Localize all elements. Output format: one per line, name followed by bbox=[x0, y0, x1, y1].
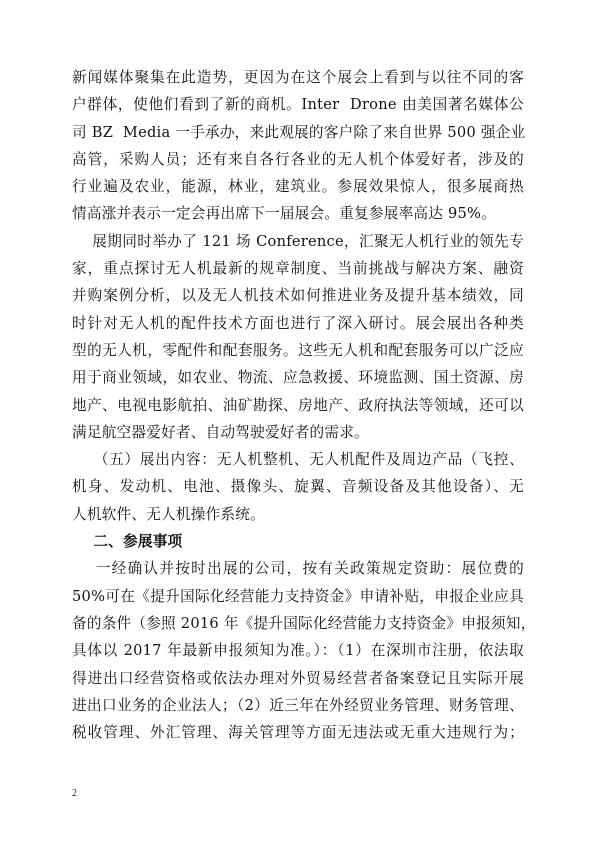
text-line: 一经确认并按时出展的公司，按有关政策规定资助：展位费的 bbox=[72, 560, 524, 578]
text-line: 展期同时举办了 121 场 Conference，汇聚无人机行业的领先专 bbox=[72, 232, 524, 250]
text-line: 满足航空器爱好者、自动驾驶爱好者的需求。 bbox=[72, 423, 369, 441]
text-line: 50%可在《提升国际化经营能力支持资金》申请补贴，申报企业应具 bbox=[72, 587, 524, 605]
text-line: （五）展出内容：无人机整机、无人机配件及周边产品（飞控、 bbox=[72, 451, 524, 469]
text-line: 情高涨并表示一定会再出席下一届展会。重复参展率高达 95%。 bbox=[72, 205, 497, 223]
section-heading: 二、参展事项 bbox=[72, 533, 183, 551]
paragraph-conference bbox=[72, 228, 524, 446]
section-heading-participation bbox=[72, 528, 524, 555]
paragraph-subsidy-conditions bbox=[72, 555, 536, 746]
text-line: 行业遍及农业，能源，林业，建筑业。参展效果惊人，很多展商热 bbox=[72, 178, 524, 196]
text-line: 机身、发动机、电池、摄像头、旋翼、音频设备及其他设备）、无 bbox=[72, 478, 524, 496]
text-line: 税收管理、外汇管理、海关管理等方面无违法或无重大违规行为； bbox=[72, 724, 524, 742]
text-line: 人机软件、无人机操作系统。 bbox=[72, 505, 265, 523]
text-line: 家，重点探讨无人机最新的规章制度、当前挑战与解决方案、融资 bbox=[72, 260, 524, 278]
paragraph-exhibition-audience bbox=[72, 64, 524, 228]
text-line: 进出口业务的企业法人；（2）近三年在外经贸业务管理、财务管理、 bbox=[72, 696, 524, 714]
page-number: 2 bbox=[72, 788, 77, 799]
text-line: 司 BZ Media 一手承办，来此观展的客户除了来自世界 500 强企业 bbox=[72, 123, 526, 141]
text-line: 新闻媒体聚集在此造势，更因为在这个展会上看到与以往不同的客 bbox=[72, 69, 524, 86]
text-line: 备的条件（参照 2016 年《提升国际化经营能力支持资金》申报须知， bbox=[72, 614, 536, 632]
text-line: 型的无人机，零配件和配套服务。这些无人机和配套服务可以广泛应 bbox=[72, 341, 524, 359]
text-line: 并购案例分析，以及无人机技术如何推进业务及提升基本绩效，同 bbox=[72, 287, 524, 305]
text-line: 户群体，使他们看到了新的商机。Inter Drone 由美国著名媒体公 bbox=[72, 96, 524, 114]
text-line: 地产、电视电影航拍、油矿勘探、房地产、政府执法等领域，还可以 bbox=[72, 396, 524, 414]
text-line: 时针对无人机的配件技术方面也进行了深入研讨。展会展出各种类 bbox=[72, 314, 524, 332]
text-line: 得进出口经营资格或依法办理对外贸易经营者备案登记且实际开展 bbox=[72, 669, 524, 687]
text-line: 具体以 2017 年最新申报须知为准。）：（1）在深圳市注册，依法取 bbox=[72, 642, 524, 660]
document-page bbox=[72, 64, 536, 746]
paragraph-exhibit-content bbox=[72, 446, 524, 528]
text-line: 用于商业领域，如农业、物流、应急救援、环境监测、国土资源、房 bbox=[72, 369, 524, 387]
text-line: 高管，采购人员；还有来自各行各业的无人机个体爱好者，涉及的 bbox=[72, 150, 524, 168]
